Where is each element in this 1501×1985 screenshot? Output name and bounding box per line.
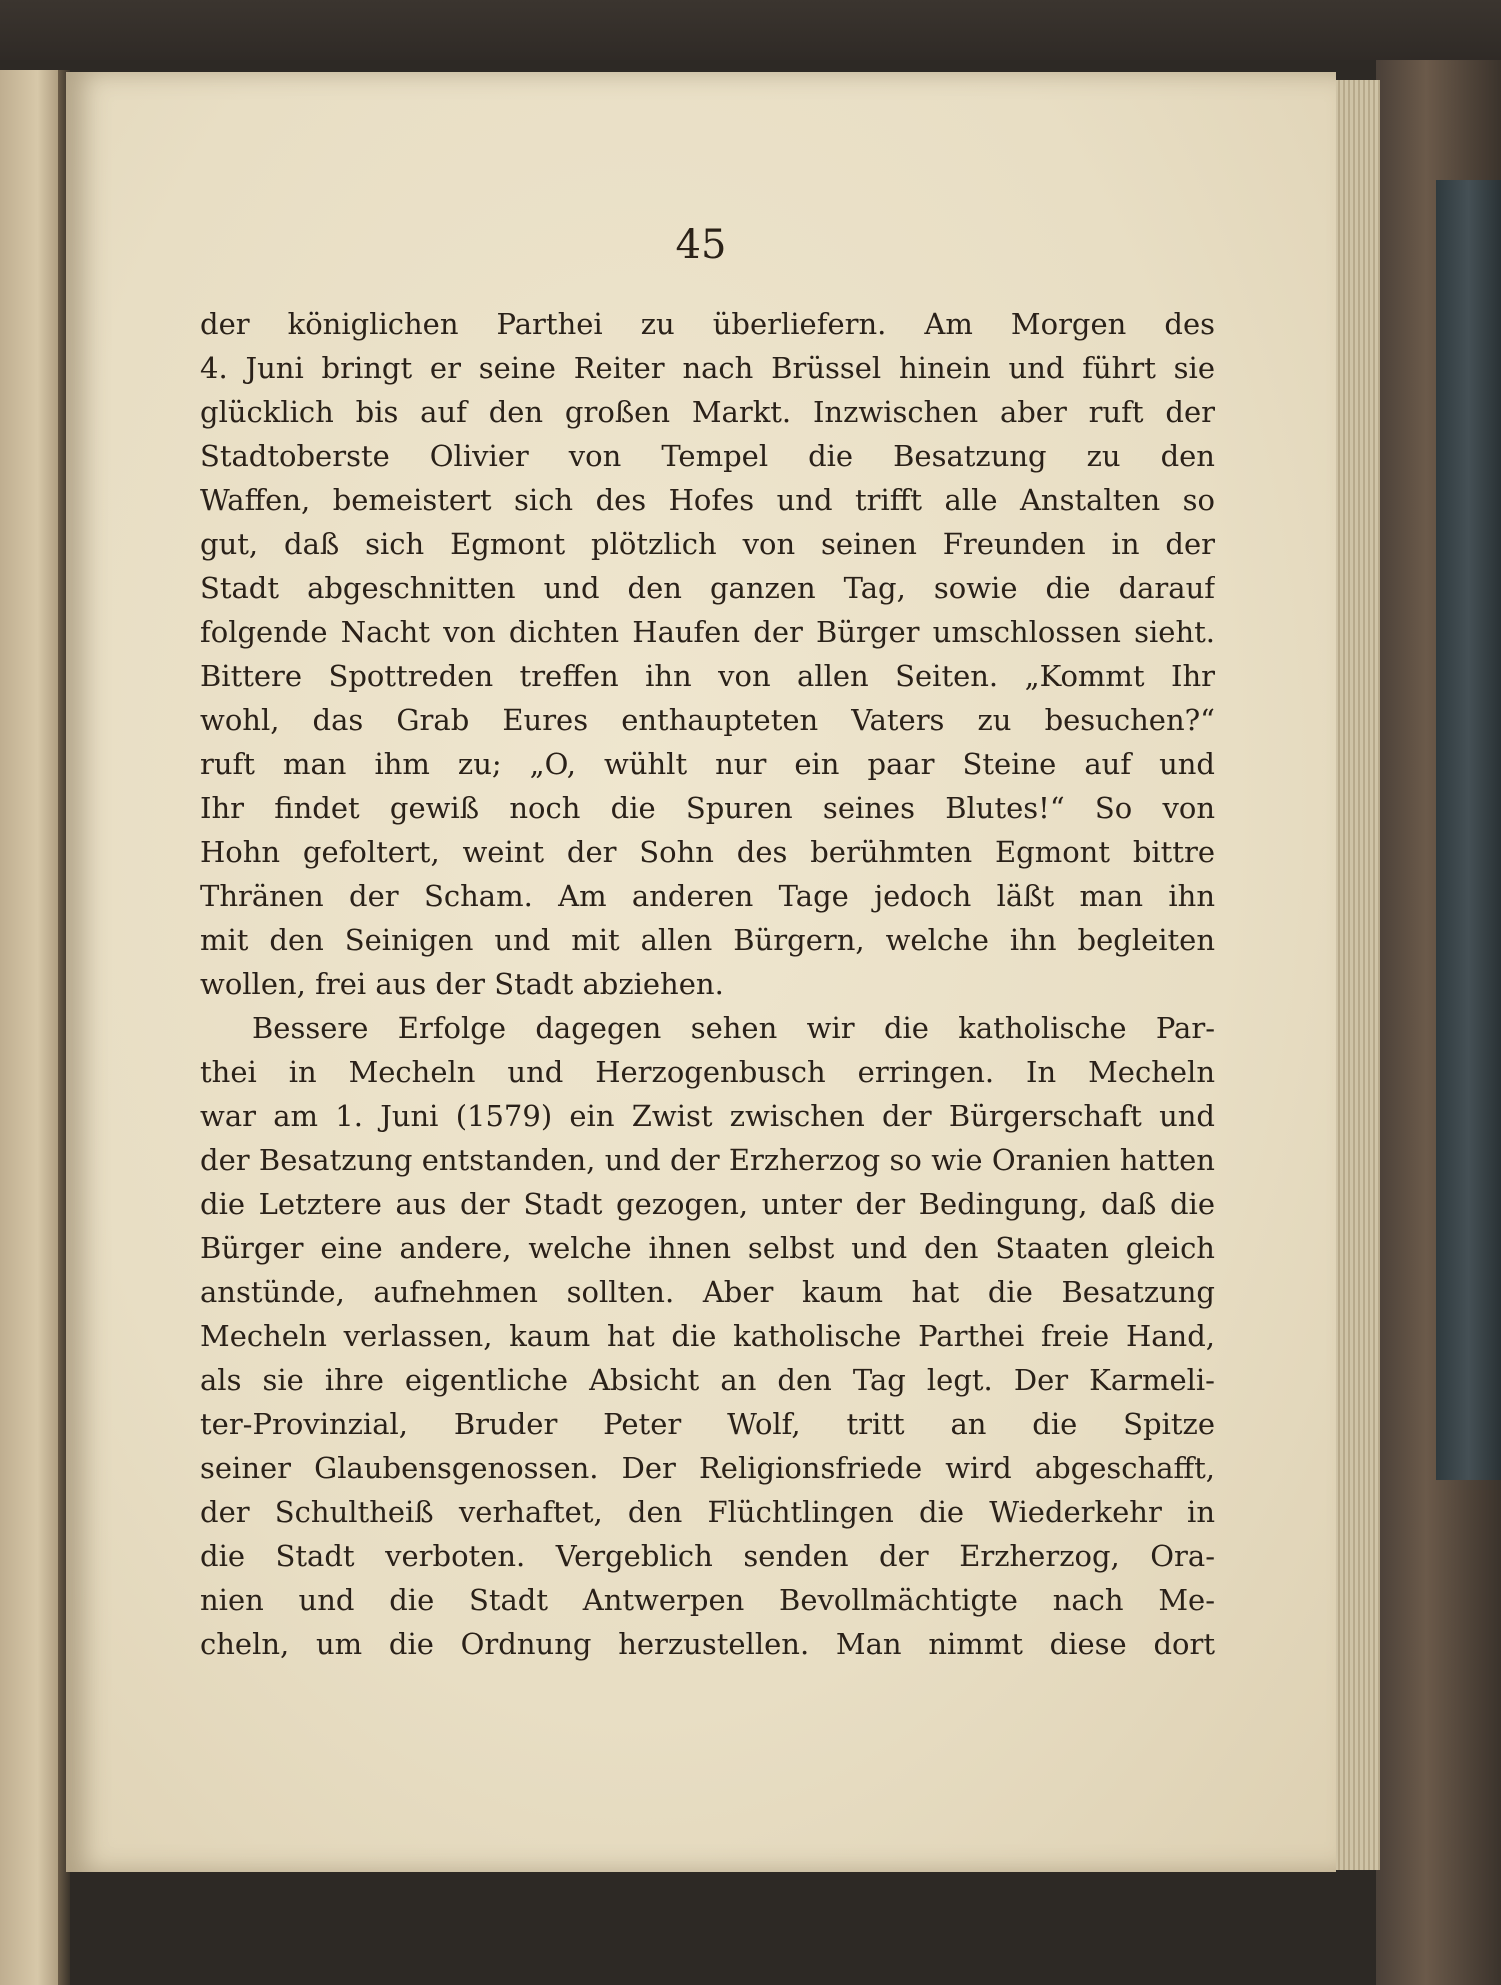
- text-line: Ihr findet gewiß noch die Spuren seines Blutes!“ So von: [200, 791, 1215, 825]
- text-line: war am 1. Juni (1579) ein Zwist zwischen der Bürgerschaft und: [200, 1099, 1215, 1133]
- text-line: Mecheln verlassen, kaum hat die katholische Parthei freie Hand,: [200, 1319, 1215, 1353]
- text-line: seiner Glaubensgenossen. Der Religionsfriede wird abgeschafft,: [200, 1451, 1215, 1485]
- text-line: ter-Provinzial, Bruder Peter Wolf, tritt an die Spitze: [200, 1407, 1215, 1441]
- text-line: der Besatzung entstanden, und der Erzherzog so wie Oranien hatten: [200, 1143, 1215, 1177]
- body-text: [200, 302, 1215, 1666]
- text-line: Stadt abgeschnitten und den ganzen Tag, sowie die darauf: [200, 571, 1215, 605]
- text-line: der Schultheiß verhaftet, den Flüchtlingen die Wiederkehr in: [200, 1495, 1215, 1529]
- text-line: gut, daß sich Egmont plötzlich von seinen Freunden in der: [200, 527, 1215, 561]
- text-line: 4. Juni bringt er seine Reiter nach Brüssel hinein und führt sie: [200, 351, 1215, 385]
- text-line: Bessere Erfolge dagegen sehen wir die katholische Par-: [252, 1011, 1215, 1045]
- text-line: Stadtoberste Olivier von Tempel die Besatzung zu den: [200, 439, 1215, 473]
- text-line: anstünde, aufnehmen sollten. Aber kaum hat die Besatzung: [200, 1275, 1215, 1309]
- book-cover-right: [1376, 60, 1501, 1985]
- text-line: Bittere Spottreden treffen ihn von allen Seiten. „Kommt Ihr: [200, 659, 1215, 693]
- book-page: [66, 72, 1336, 1872]
- book-cover-top: [0, 0, 1501, 60]
- text-line: cheln, um die Ordnung herzustellen. Man nimmt diese dort: [200, 1627, 1215, 1661]
- text-line: als sie ihre eigentliche Absicht an den Tag legt. Der Karmeli-: [200, 1363, 1215, 1397]
- page-number: 45: [675, 222, 727, 268]
- text-line: wohl, das Grab Eures enthaupteten Vaters zu besuchen?“: [200, 703, 1215, 737]
- text-line: Thränen der Scham. Am anderen Tage jedoch läßt man ihn: [200, 879, 1215, 913]
- text-line: Bürger eine andere, welche ihnen selbst und den Staaten gleich: [200, 1231, 1215, 1265]
- text-line: der königlichen Parthei zu überliefern. Am Morgen des: [200, 307, 1215, 341]
- text-line: die Letztere aus der Stadt gezogen, unter der Bedingung, daß die: [200, 1187, 1215, 1221]
- text-line: nien und die Stadt Antwerpen Bevollmächtigte nach Me-: [200, 1583, 1215, 1617]
- text-line: glücklich bis auf den großen Markt. Inzwischen aber ruft der: [200, 395, 1215, 429]
- text-line: mit den Seinigen und mit allen Bürgern, welche ihn begleiten: [200, 923, 1215, 957]
- text-line: ruft man ihm zu; „O, wühlt nur ein paar Steine auf und: [200, 747, 1215, 781]
- text-line: folgende Nacht von dichten Haufen der Bürger umschlossen sieht.: [200, 615, 1215, 649]
- text-line: thei in Mecheln und Herzogenbusch erringen. In Mecheln: [200, 1055, 1215, 1089]
- text-line: Hohn gefoltert, weint der Sohn des berühmten Egmont bittre: [200, 835, 1215, 869]
- text-line: wollen, frei aus der Stadt abziehen.: [200, 967, 724, 1001]
- page-stack-edge: [1330, 80, 1380, 1870]
- text-line: Waffen, bemeistert sich des Hofes und trifft alle Anstalten so: [200, 483, 1215, 517]
- text-line: die Stadt verboten. Vergeblich senden der Erzherzog, Ora-: [200, 1539, 1215, 1573]
